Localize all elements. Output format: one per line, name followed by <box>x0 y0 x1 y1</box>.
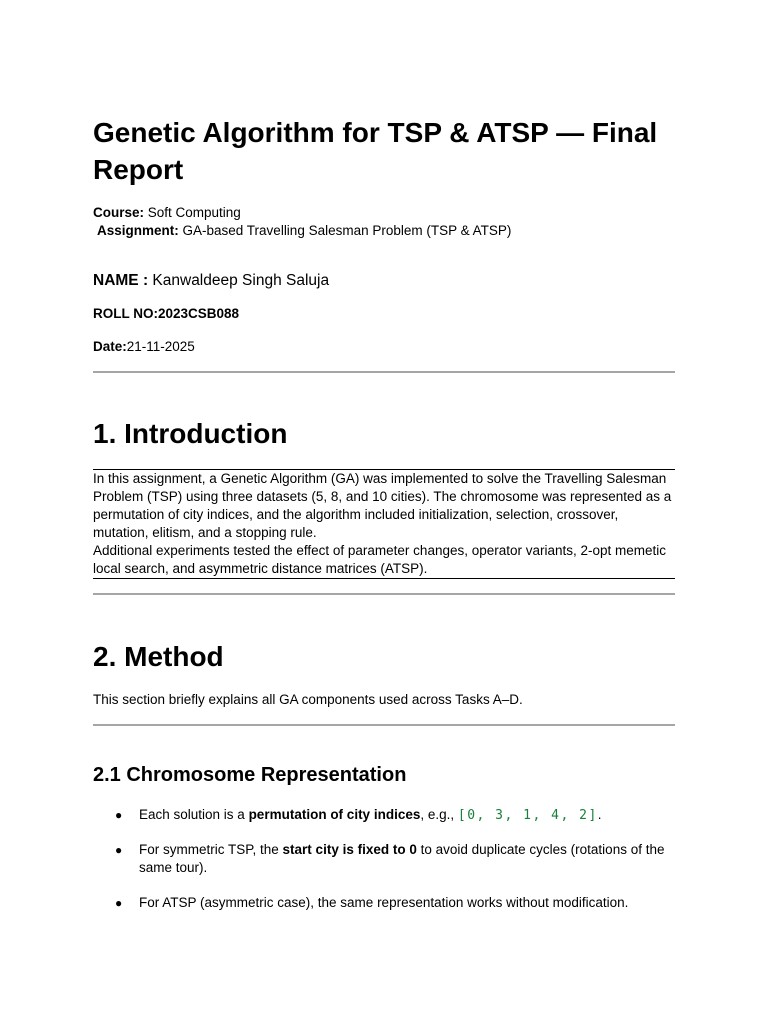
document-title: Genetic Algorithm for TSP & ATSP — Final Report <box>93 117 658 185</box>
assignment-line <box>97 222 511 240</box>
section-heading-introduction: 1. Introduction <box>93 418 288 449</box>
list-item-text: For symmetric TSP, the start city is fixed to 0 to avoid duplicate cycles (rotations of the same tour). <box>139 842 665 875</box>
divider <box>93 593 675 595</box>
course-value: Soft Computing <box>144 205 241 220</box>
divider <box>93 371 675 373</box>
introduction-text-block <box>93 469 675 579</box>
subsection-heading-chromosome: 2.1 Chromosome Representation <box>93 764 407 786</box>
roll-line <box>93 305 239 323</box>
assignment-label: Assignment: <box>97 223 179 238</box>
assignment-value: GA-based Travelling Salesman Problem (TSP & ATSP) <box>178 223 512 238</box>
bullet-icon: ● <box>115 896 123 910</box>
introduction-paragraph: Additional experiments tested the effect of parameter changes, operator variants, 2-opt memetic local search, and asymmetric distance matrices (ATSP). <box>93 543 667 576</box>
divider <box>93 724 675 726</box>
roll-label: ROLL NO: <box>93 306 158 321</box>
date-label: Date: <box>93 339 127 354</box>
course-label: Course: <box>93 205 145 220</box>
name-line <box>93 271 329 291</box>
section-heading-method: 2. Method <box>93 641 224 672</box>
date-value: 21-11-2025 <box>126 339 195 354</box>
roll-value: 2023CSB088 <box>158 306 240 321</box>
date-line <box>93 338 195 356</box>
bullet-icon: ● <box>115 808 123 822</box>
code-snippet: [0, 3, 1, 4, 2] <box>457 808 598 823</box>
method-intro-text: This section briefly explains all GA components used across Tasks A–D. <box>93 692 523 707</box>
name-label: NAME : <box>93 272 149 289</box>
bullet-icon: ● <box>115 843 123 857</box>
list-item-text: Each solution is a permutation of city indices, e.g., [0, 3, 1, 4, 2]. <box>139 807 602 823</box>
introduction-paragraph: In this assignment, a Genetic Algorithm (GA) was implemented to solve the Travelling Salesman Problem (TSP) using three datasets (5, 8, and 10 cities). The chromosome was represented as a permutation of city indices, and the algorithm included initialization, selection, crossover, mutation, elitism, and a stopping rule. <box>93 471 672 540</box>
list-item-text: For ATSP (asymmetric case), the same representation works without modification. <box>139 895 629 910</box>
name-value: Kanwaldeep Singh Saluja <box>148 272 330 289</box>
course-line <box>93 204 241 222</box>
